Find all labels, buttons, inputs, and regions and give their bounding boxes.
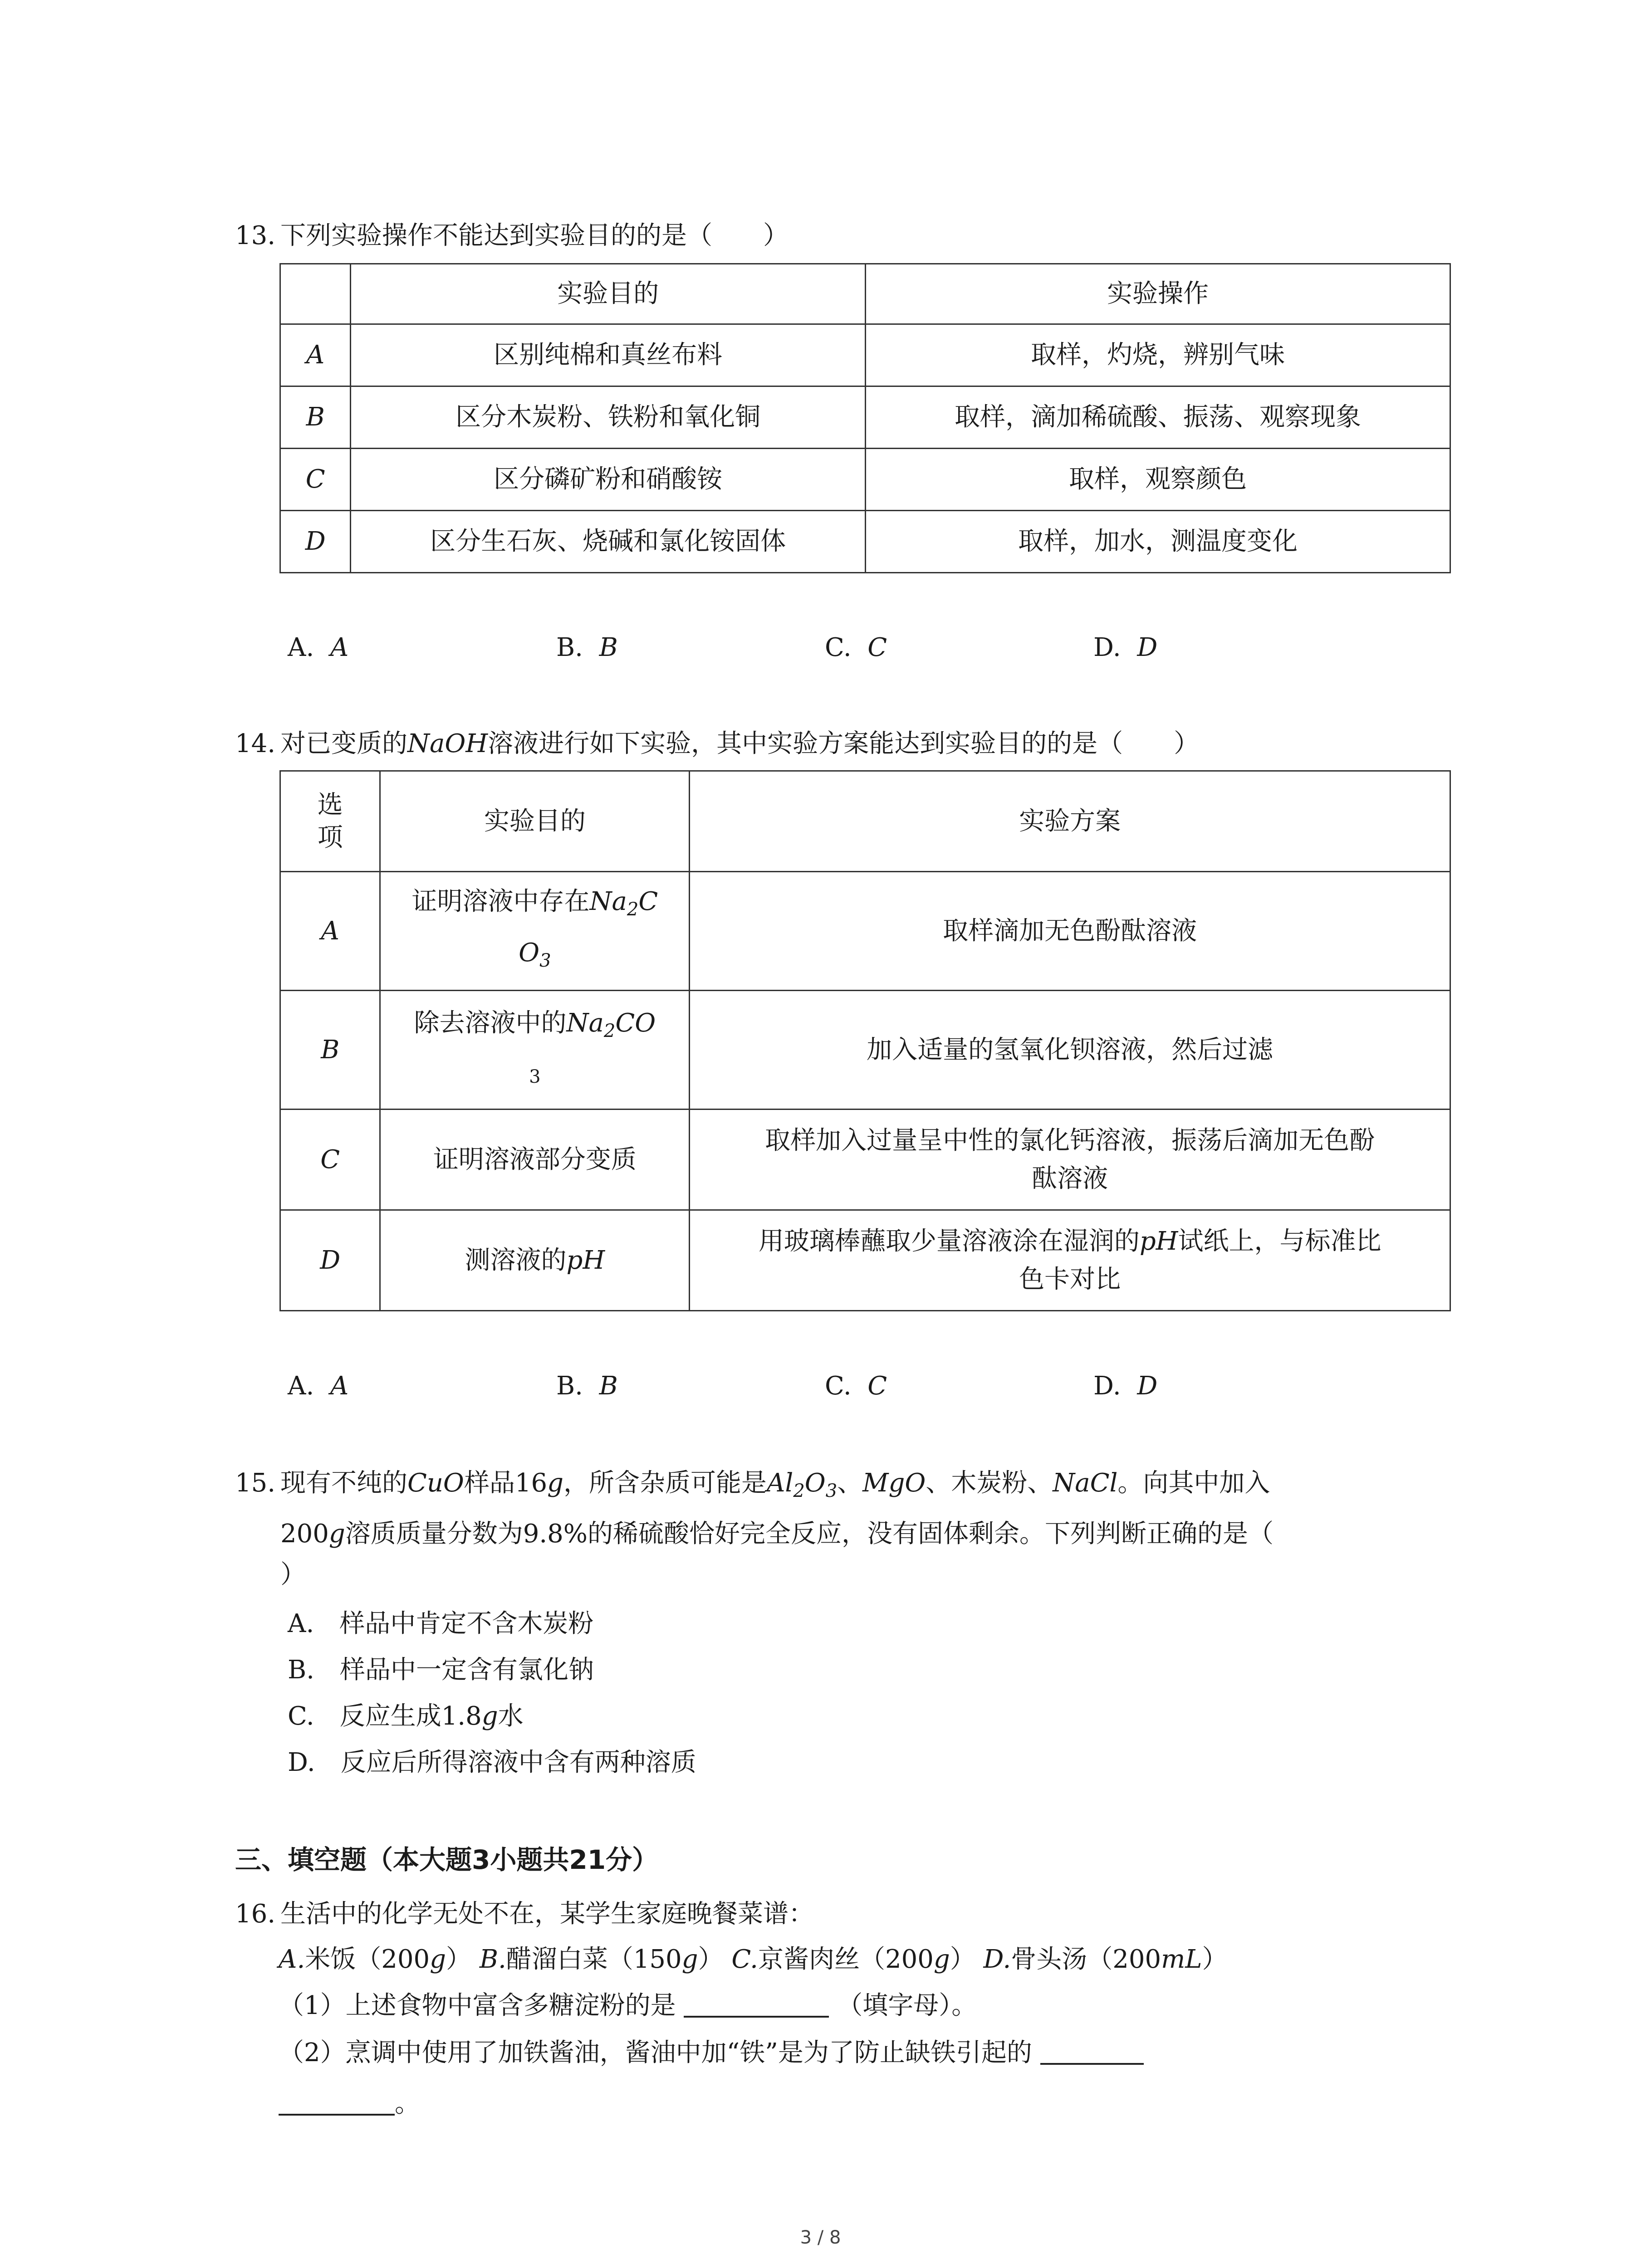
header-cell-plan: 实验方案 — [690, 771, 1450, 872]
answer-blank[interactable] — [1040, 2040, 1144, 2065]
header-cell-operation: 实验操作 — [865, 264, 1450, 324]
header-cell-option: 选 项 — [280, 771, 380, 872]
row-letter: D — [280, 511, 351, 573]
table-row — [280, 991, 1450, 1110]
row-purpose: 除去溶液中的$Na_2CO$ 3 — [380, 991, 690, 1110]
option-c[interactable]: C. C — [825, 633, 887, 662]
question-text: 下列实验操作不能达到实验目的的是（ ） — [280, 221, 789, 250]
option-a[interactable]: A. A — [288, 633, 349, 662]
table-row — [280, 324, 1450, 386]
table-row — [280, 511, 1450, 573]
page-number: 3 / 8 — [800, 2227, 841, 2248]
table-row — [280, 386, 1450, 449]
option-d[interactable]: D. D — [1093, 1371, 1158, 1401]
table-header-row — [280, 771, 1450, 872]
row-operation: 取样，加水，测温度变化 — [865, 511, 1450, 573]
question-number: 13. — [235, 221, 276, 250]
table-row — [280, 872, 1450, 991]
option-b[interactable]: B. B — [556, 1371, 618, 1401]
question-15-line-3: ） — [280, 1560, 306, 1589]
answer-blank[interactable] — [279, 2091, 395, 2116]
header-cell-empty — [280, 264, 351, 324]
row-purpose: 证明溶液部分变质 — [380, 1110, 690, 1210]
row-letter: C — [280, 1110, 380, 1210]
answer-blank[interactable] — [684, 1993, 829, 2018]
question-14-stem: 14. 对已变质的NaOH溶液进行如下实验，其中实验方案能达到实验目的的是（ ） — [235, 726, 1199, 762]
q15-option-a[interactable]: A. 样品中肯定不含木炭粉 — [288, 1609, 594, 1638]
option-d[interactable]: D. D — [1093, 633, 1158, 662]
row-purpose: 区分生石灰、烧碱和氯化铵固体 — [351, 511, 866, 573]
option-c[interactable]: C. C — [825, 1371, 887, 1401]
question-13-stem — [235, 218, 789, 254]
formula: NaOH — [407, 729, 488, 758]
q13-table — [279, 263, 1451, 573]
q14-table — [279, 770, 1451, 1311]
table-row — [280, 1110, 1450, 1210]
row-letter: A — [280, 324, 351, 386]
row-purpose: 区别纯棉和真丝布料 — [351, 324, 866, 386]
question-15-line-1: 15. 现有不纯的CuO样品16g，所含杂质可能是$Al_2O_3$、MgO、木炭粉、NaCl。向其中加入 — [235, 1465, 1270, 1509]
row-letter: D — [280, 1210, 380, 1311]
header-cell-purpose: 实验目的 — [380, 771, 690, 872]
q16-sub-2: （2）烹调中使用了加铁酱油，酱油中加“铁”是为了防止缺铁引起的 — [279, 2035, 1144, 2071]
question-number: 14. — [235, 729, 276, 758]
row-purpose: 区分磷矿粉和硝酸铵 — [351, 449, 866, 511]
row-plan: 用玻璃棒蘸取少量溶液涂在湿润的pH试纸上，与标准比 色卡对比 — [690, 1210, 1450, 1311]
row-letter: A — [280, 872, 380, 991]
row-letter: B — [280, 991, 380, 1110]
q15-option-c[interactable]: C. 反应生成1.8g水 — [288, 1701, 524, 1731]
header-cell-purpose: 实验目的 — [351, 264, 866, 324]
section-title: 三、填空题（本大题3小题共21分） — [235, 1844, 659, 1875]
question-15-line-2: 200g溶质质量分数为9.8%的稀硫酸恰好完全反应，没有固体剩余。下列判断正确的是（ — [280, 1519, 1274, 1549]
question-16-stem: 16. 生活中的化学无处不在，某学生家庭晚餐菜谱： — [235, 1896, 814, 1932]
q16-sub-2-continued: 。 — [279, 2086, 420, 2122]
q15-option-d[interactable]: D. 反应后所得溶液中含有两种溶质 — [288, 1748, 696, 1777]
row-plan: 取样加入过量呈中性的氯化钙溶液，振荡后滴加无色酚 酞溶液 — [690, 1110, 1450, 1210]
question-number: 15. — [235, 1468, 276, 1498]
row-letter: C — [280, 449, 351, 511]
table-row — [280, 1210, 1450, 1311]
q15-option-b[interactable]: B. 样品中一定含有氯化钠 — [288, 1655, 594, 1685]
row-purpose: 测溶液的pH — [380, 1210, 690, 1311]
row-plan: 加入适量的氢氧化钡溶液，然后过滤 — [690, 991, 1450, 1110]
row-operation: 取样，观察颜色 — [865, 449, 1450, 511]
option-b[interactable]: B. B — [556, 633, 618, 662]
row-operation: 取样，灼烧，辨别气味 — [865, 324, 1450, 386]
row-letter: B — [280, 386, 351, 449]
row-purpose: 区分木炭粉、铁粉和氧化铜 — [351, 386, 866, 449]
table-header-row — [280, 264, 1450, 324]
row-plan: 取样滴加无色酚酞溶液 — [690, 872, 1450, 991]
q16-menu: A.米饭（200g） B.醋溜白菜（150g） C.京酱肉丝（200g） D.骨头汤（200mL） — [279, 1945, 1228, 1974]
table-row — [280, 449, 1450, 511]
option-a[interactable]: A. A — [288, 1371, 349, 1401]
q16-sub-1: （1）上述食物中富含多糖淀粉的是 （填字母）。 — [279, 1991, 977, 2020]
row-purpose: 证明溶液中存在$Na_2C$ $O_3$ — [380, 872, 690, 991]
row-operation: 取样，滴加稀硫酸、振荡、观察现象 — [865, 386, 1450, 449]
question-number: 16. — [235, 1899, 276, 1929]
